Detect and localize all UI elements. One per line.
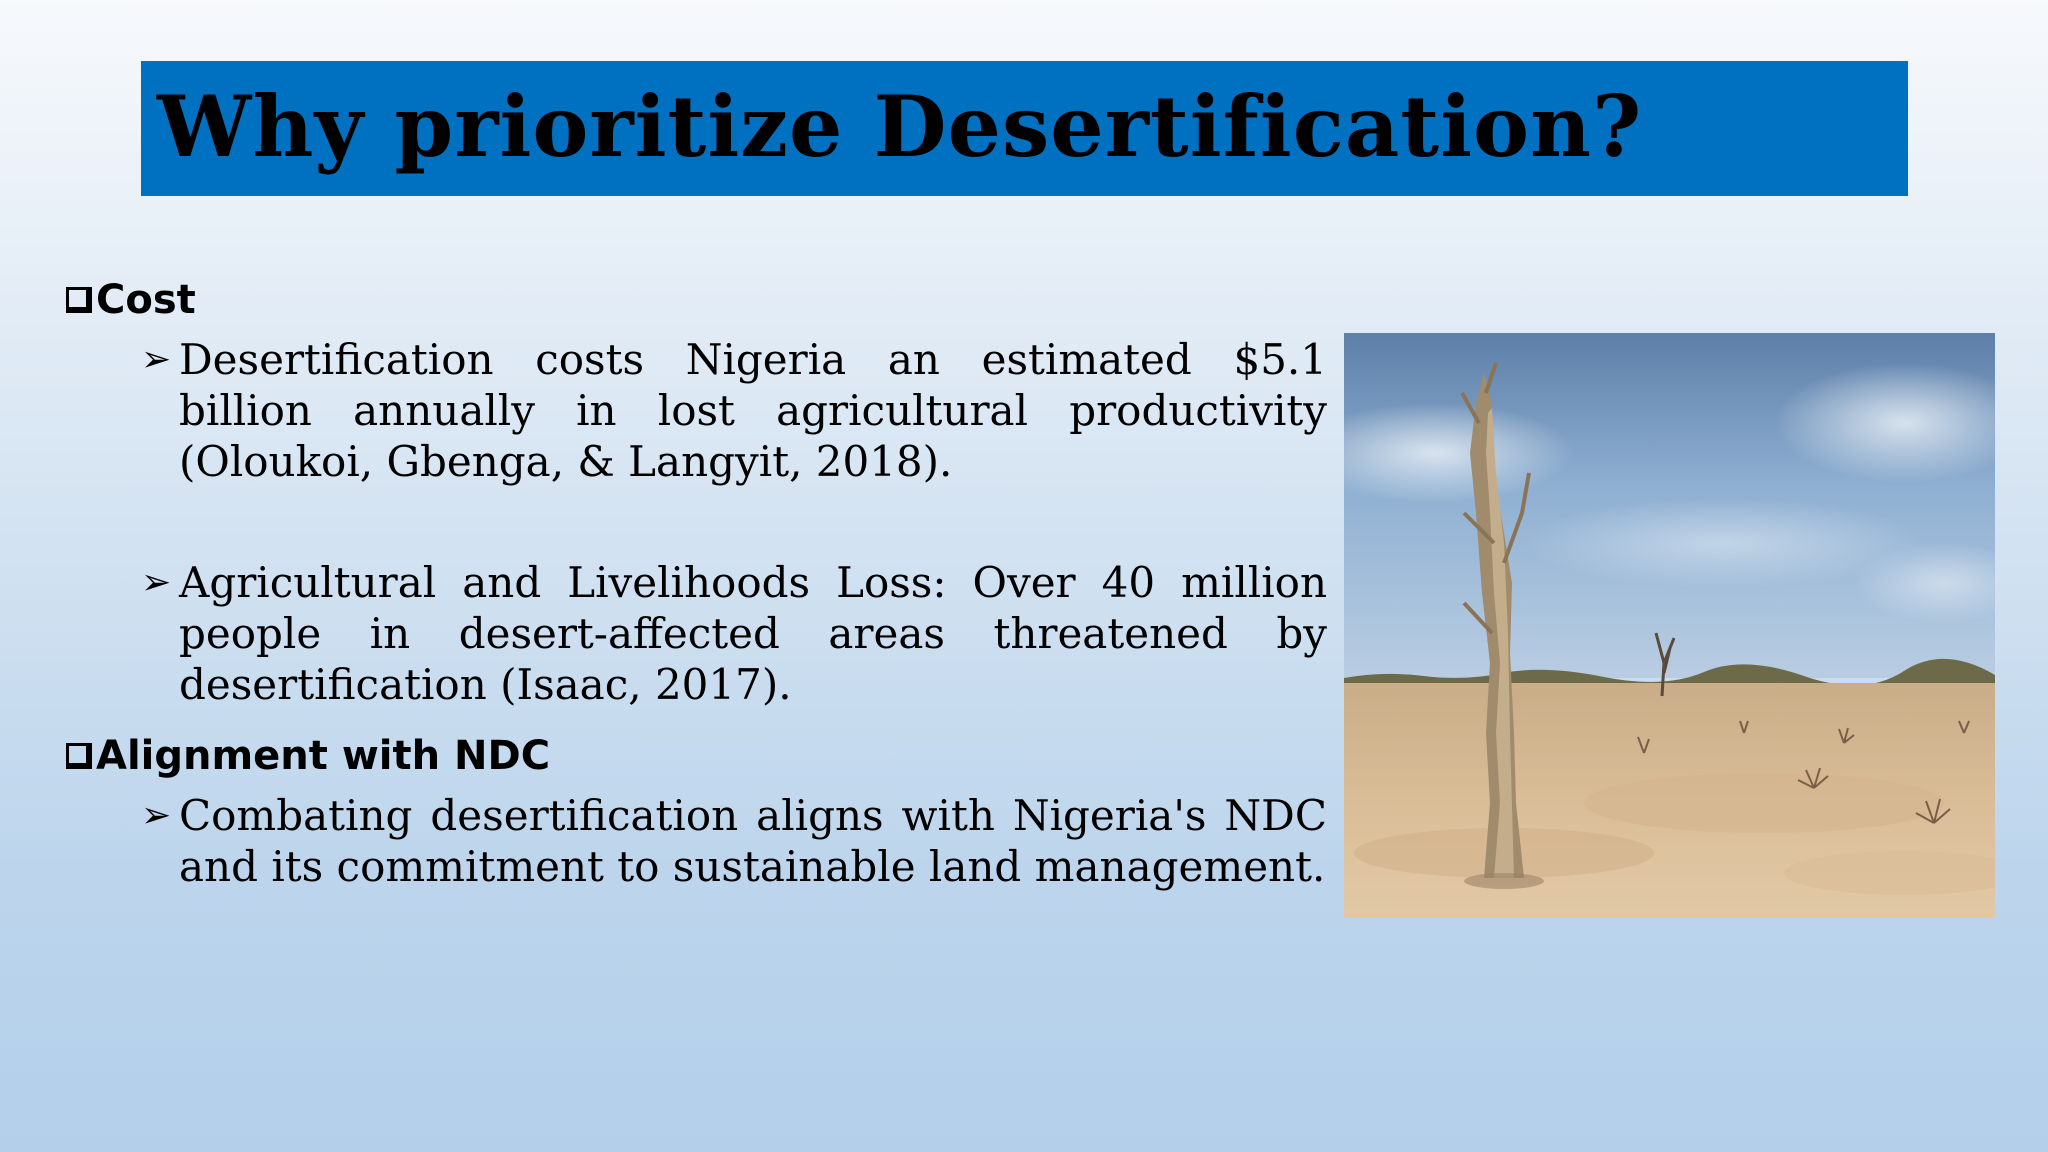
arrowhead-icon: ➢	[141, 562, 172, 603]
hollow-square-icon	[66, 743, 92, 769]
section-heading-ndc	[66, 732, 550, 780]
section-heading-label: Alignment with NDC	[96, 733, 551, 779]
bullet-cost-1	[141, 334, 1327, 487]
bullet-ndc-1	[141, 790, 1327, 892]
slide-title: Why prioritize Desertification?	[157, 77, 1643, 176]
section-heading-label: Cost	[96, 277, 196, 323]
desert-landscape-photo	[1344, 333, 1995, 918]
bullet-text: Combating desertification aligns with Nigeria's NDC and its commitment to sustainable land management.	[179, 791, 1327, 891]
bullet-cost-2	[141, 557, 1327, 710]
arrowhead-icon: ➢	[141, 339, 172, 380]
hollow-square-icon	[66, 287, 92, 313]
arrowhead-icon: ➢	[141, 795, 172, 836]
bullet-text: Agricultural and Livelihoods Loss: Over 40 million people in desert-affected areas threatened by desertification (Isaac, 2017).	[179, 558, 1327, 709]
bullet-text: Desertification costs Nigeria an estimated $5.1 billion annually in lost agricultural productivity (Oloukoi, Gbenga, & Langyit, 2018).	[179, 335, 1327, 486]
section-heading-cost	[66, 276, 196, 324]
